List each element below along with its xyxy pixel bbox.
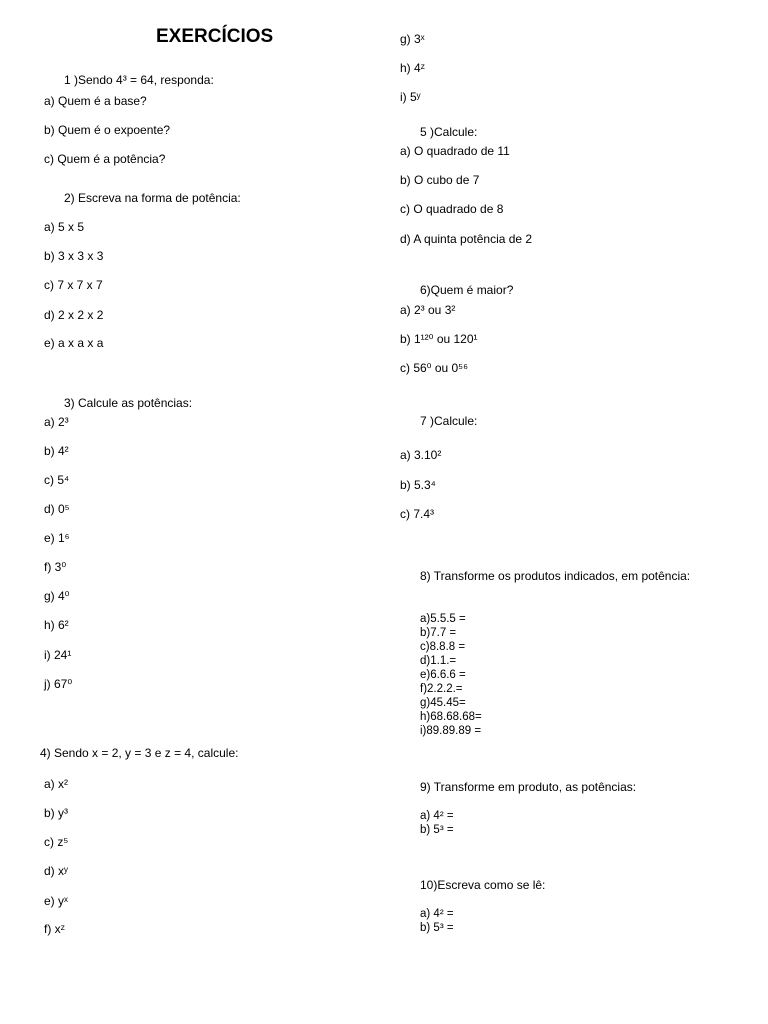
question-8-item-f: f)2.2.2.= [420, 683, 463, 695]
question-4-item-g: g) 3ˣ [400, 32, 425, 46]
question-10-item-b: b) 5³ = [420, 922, 454, 934]
question-8-heading: 8) Transforme os produtos indicados, em potência: [420, 569, 691, 583]
question-3-item-f: f) 3⁰ [44, 560, 67, 574]
question-3-item-c: c) 5⁴ [44, 473, 70, 487]
question-8-item-g: g)45.45= [420, 697, 466, 709]
question-8-item-h: h)68.68.68= [420, 711, 482, 723]
question-5-item-c: c) O quadrado de 8 [400, 202, 504, 216]
question-2-item-b: b) 3 x 3 x 3 [44, 249, 104, 263]
question-8-item-i: i)89.89.89 = [420, 725, 482, 737]
question-9-heading: 9) Transforme em produto, as potências: [420, 780, 637, 794]
question-1-heading: 1 )Sendo 4³ = 64, responda: [64, 73, 214, 87]
question-10-item-a: a) 4² = [420, 908, 454, 920]
question-4-item-i: i) 5ʸ [400, 90, 421, 104]
question-7-item-b: b) 5.3⁴ [400, 478, 436, 492]
question-7-heading: 7 )Calcule: [420, 414, 478, 428]
question-6-heading: 6)Quem é maior? [420, 283, 514, 297]
question-4-item-f: f) xᶻ [44, 922, 65, 936]
question-4-heading: 4) Sendo x = 2, y = 3 e z = 4, calcule: [40, 746, 239, 760]
question-5-item-a: a) O quadrado de 11 [400, 144, 510, 158]
question-5-heading: 5 )Calcule: [420, 125, 478, 139]
question-1-item-a: a) Quem é a base? [44, 94, 147, 108]
question-2-item-a: a) 5 x 5 [44, 220, 85, 234]
question-9-item-b: b) 5³ = [420, 824, 454, 836]
question-10-heading: 10)Escreva como se lê: [420, 878, 546, 892]
question-4-item-e: e) yˣ [44, 894, 68, 908]
question-3-item-h: h) 6² [44, 618, 69, 632]
question-3-item-i: i) 24¹ [44, 648, 72, 662]
page-title: EXERCÍCIOS [156, 26, 274, 47]
question-3-heading: 3) Calcule as potências: [64, 396, 193, 410]
question-4-item-d: d) xʸ [44, 864, 68, 878]
question-1-item-b: b) Quem é o expoente? [44, 123, 171, 137]
question-9-item-a: a) 4² = [420, 810, 454, 822]
question-3-item-j: j) 67⁰ [44, 677, 73, 691]
question-6-item-c: c) 56⁰ ou 0⁵⁶ [400, 361, 469, 375]
question-5-item-b: b) O cubo de 7 [400, 173, 480, 187]
question-2-heading: 2) Escreva na forma de potência: [64, 191, 241, 205]
question-4-item-h: h) 4ᶻ [400, 61, 425, 75]
question-8-item-c: c)8.8.8 = [420, 641, 466, 653]
question-4-item-c: c) z⁵ [44, 835, 69, 849]
question-3-item-b: b) 4² [44, 444, 69, 458]
question-5-item-d: d) A quinta potência de 2 [400, 232, 533, 246]
question-6-item-a: a) 2³ ou 3² [400, 303, 456, 317]
question-4-item-a: a) x² [44, 777, 68, 791]
question-1-item-c: c) Quem é a potência? [44, 152, 166, 166]
question-7-item-c: c) 7.4³ [400, 507, 435, 521]
question-7-item-a: a) 3.10² [400, 448, 442, 462]
question-3-item-g: g) 4⁰ [44, 589, 70, 603]
question-2-item-e: e) a x a x a [44, 336, 104, 350]
question-3-item-d: d) 0⁵ [44, 502, 70, 516]
question-4-item-b: b) y³ [44, 806, 68, 820]
question-2-item-d: d) 2 x 2 x 2 [44, 308, 104, 322]
question-2-item-c: c) 7 x 7 x 7 [44, 278, 103, 292]
question-3-item-e: e) 1⁶ [44, 531, 70, 545]
question-3-item-a: a) 2³ [44, 415, 69, 429]
question-8-item-a: a)5.5.5 = [420, 613, 466, 625]
question-8-item-e: e)6.6.6 = [420, 669, 466, 681]
question-8-item-b: b)7.7 = [420, 627, 457, 639]
question-8-item-d: d)1.1.= [420, 655, 457, 667]
question-6-item-b: b) 1¹²⁰ ou 120¹ [400, 332, 478, 346]
